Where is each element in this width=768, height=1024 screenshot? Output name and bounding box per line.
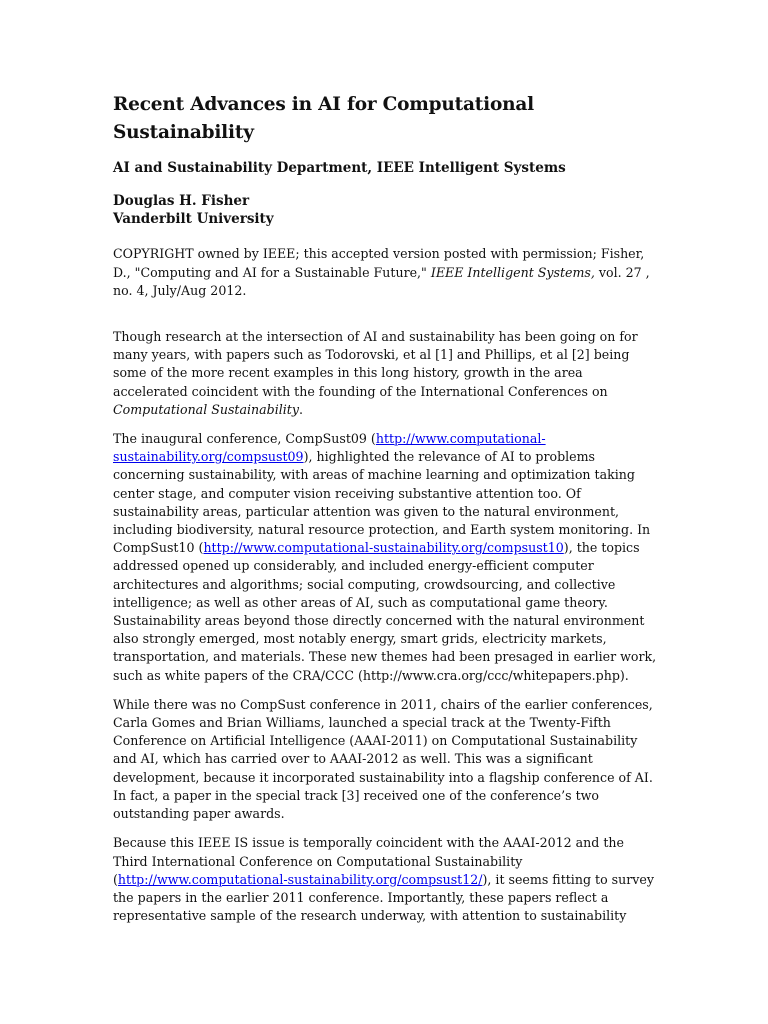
paper-title: Recent Advances in AI for Computational Sustainability <box>113 94 534 143</box>
copyright-volume: vol. 27 , no. 4, July/Aug 2012. <box>113 264 650 298</box>
copyright-notice <box>113 245 658 300</box>
compsust12-link[interactable]: http://www.computational-sustainability.org/compsust12/ <box>117 871 483 887</box>
paragraph-survey-text-1: Because this IEEE IS issue is temporally coincident with the AAAI-2012 and the Third International Conference on Computational Sustainability ( <box>113 835 624 887</box>
compsust10-link[interactable]: http://www.computational-sustainability.org/compsust10 <box>203 540 564 556</box>
journal-name: IEEE Intelligent Systems, <box>430 264 595 280</box>
document-content <box>113 91 658 925</box>
author-name: Douglas H. Fisher <box>113 193 250 209</box>
paragraph-survey-text-2: ), it seems fitting to survey the papers in the earlier 2011 conference. Importantly, these papers reflect a representative sample of the research underway, with attention to sustainability <box>113 871 654 924</box>
paragraph-intro-emphasis: Computational Sustainability <box>113 401 299 417</box>
author-affiliation: Vanderbilt University <box>113 211 274 228</box>
paragraph-intro-end: . <box>298 401 303 417</box>
copyright-text: COPYRIGHT owned by IEEE; this accepted version posted with permission; Fisher, D., "Computing and AI for a Sustainable Future," <box>113 246 645 280</box>
paragraph-inaugural-text-2: ), highlighted the relevance of AI to problems concerning sustainability, with areas of machine learning and optimization taking center stage, and computer vision receiving substantive attention too. Of sustainability areas, particular attention was given to the natural environment, including biodiversity, natural resource protection, and Earth system monitoring. In CompSust10 ( <box>113 449 651 556</box>
paragraph-intro-text: Though research at the intersection of AI and sustainability has been going on for many years, with papers such as Todorovski, et al [1] and Phillips, et al [2] being some of the more recent examples in this long history, growth in the area accelerated coincident with the founding of the International Conferences on <box>113 329 638 399</box>
author-block <box>113 192 658 228</box>
paragraph-inaugural-text-1: The inaugural conference, CompSust09 ( <box>113 431 376 447</box>
paper-subtitle: AI and Sustainability Department, IEEE Intelligent Systems <box>113 160 566 176</box>
paragraph-survey <box>113 834 658 925</box>
compsust09-link[interactable]: http://www.computational-sustainability.org/compsust09 <box>113 431 546 465</box>
paragraph-inaugural-text-3: ), the topics addressed opened up considerably, and included energy-efficient computer architectures and algorithms; social computing, crowdsourcing, and collective intelligence; as well as other areas of AI, such as computational game theory. Sustainability areas beyond those directly concerned with the natural environment also strongly emerged, most notably energy, smart grids, electricity markets, transportation, and materials. These new themes had been presaged in earlier work, such as white papers of the CRA/CCC (http://www.cra.org/ccc/whitepapers.php). <box>113 540 657 683</box>
paragraph-aaai: While there was no CompSust conference in 2011, chairs of the earlier conferences, Carla Gomes and Brian Williams, launched a special track at the Twenty-Fifth Conference on Artificial Intelligence (AAAI-2011) on Computational Sustainability and AI, which has carried over to AAAI-2012 as well. This was a significant development, because it incorporated sustainability into a flagship conference of AI. In fact, a paper in the special track [3] received one of the conference’s two outstanding paper awards. <box>113 696 653 822</box>
paragraph-inaugural <box>113 430 658 685</box>
paragraph-intro <box>113 328 658 419</box>
